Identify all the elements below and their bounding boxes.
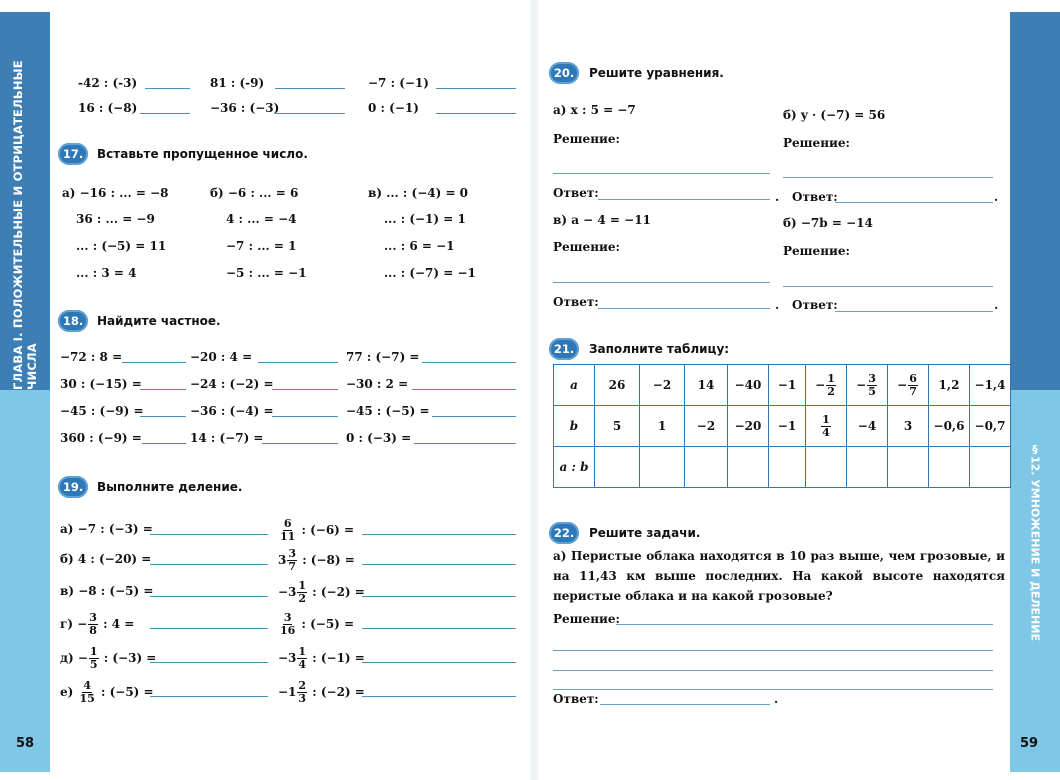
fraction: $\frac{3}{16}$ xyxy=(280,611,296,637)
table-cell: − $\frac{1}{2}$ xyxy=(806,365,847,406)
fraction: $\frac{3}{7}$ xyxy=(288,547,297,573)
table-cell: 26 xyxy=(595,365,640,406)
exercise-17-badge: 17. xyxy=(58,143,88,165)
ex19-left-item: г) − $\frac{3}{8}$ : 4 = xyxy=(60,611,135,637)
table-cell[interactable] xyxy=(769,447,806,488)
ex18-item: −36 : (−4) = xyxy=(190,404,274,418)
ex17-item: 4 : ... = −4 xyxy=(226,212,297,226)
ex17-item: а) −16 : ... = −8 xyxy=(62,186,169,200)
ex17-item: ... : 6 = −1 xyxy=(384,239,455,253)
ex19-left-item: б) 4 : (−20) = xyxy=(60,552,152,566)
ex18-item: 360 : (−9) = xyxy=(60,431,142,445)
exercise-22-badge: 22. xyxy=(549,522,579,544)
top-expr: −7 : (−1) xyxy=(368,76,429,90)
table-cell: −4 xyxy=(847,406,888,447)
ex20-solution-label: Решение: xyxy=(553,132,620,146)
ex19-right-item: $\frac{6}{11}$ : (−6) = xyxy=(280,517,355,543)
table-cell[interactable] xyxy=(847,447,888,488)
ex22-task-text: а) Перистые облака находятся в 10 раз выше, чем грозовые, и на 11,43 км выше последних. На какой высоте находятся перистые облака и на какой грозовые? xyxy=(553,549,1005,603)
ex20-answer-label: Ответ: xyxy=(553,186,599,200)
top-expr: 0 : (−1) xyxy=(368,101,419,115)
table-cell: 3 xyxy=(888,406,929,447)
table-cell: −0,6 xyxy=(929,406,970,447)
ex20-equation-c: в) a − 4 = −11 xyxy=(553,213,651,227)
fraction: $\frac{1}{5}$ xyxy=(89,645,98,671)
exercise-20-badge: 20. xyxy=(549,62,579,84)
fraction: $\frac{2}{3}$ xyxy=(298,679,307,705)
ex20-equation-a: а) x : 5 = −7 xyxy=(553,103,636,117)
ex17-item: −7 : ... = 1 xyxy=(226,239,297,253)
table-cell: −2 xyxy=(685,406,728,447)
ex19-right-item: −3 $\frac{1}{2}$ : (−2) = xyxy=(278,579,365,605)
fraction: $\frac{3}{5}$ xyxy=(868,371,876,398)
ex22-answer-label: Ответ: xyxy=(553,692,599,706)
fraction: $\frac{1}{4}$ xyxy=(822,412,830,439)
fraction: $\frac{3}{8}$ xyxy=(89,611,97,637)
ex19-right-item: −1 $\frac{2}{3}$ : (−2) = xyxy=(278,679,365,705)
chapter-title: ГЛАВА I. ПОЛОЖИТЕЛЬНЫЕ И ОТРИЦАТЕЛЬНЫЕ ЧИСЛА xyxy=(11,60,39,390)
ex19-left-item: в) −8 : (−5) = xyxy=(60,584,154,598)
ex19-left-item: а) −7 : (−3) = xyxy=(60,522,153,536)
exercise-21-badge: 21. xyxy=(549,338,579,360)
right-section-band xyxy=(1010,12,1060,772)
table-cell: −40 xyxy=(728,365,769,406)
top-expr: −36 : (−3) xyxy=(210,101,280,115)
ex18-item: 77 : (−7) = xyxy=(346,350,420,364)
ex17-item: ... : (−1) = 1 xyxy=(384,212,466,226)
exercise-20-title: Решите уравнения. xyxy=(589,66,724,80)
exercise-17-title: Вставьте пропущенное число. xyxy=(97,147,308,161)
ex18-item: 14 : (−7) = xyxy=(190,431,264,445)
ex19-right-item: 3 $\frac{3}{7}$ : (−8) = xyxy=(278,547,355,573)
fraction: $\frac{6}{11}$ xyxy=(280,517,296,543)
fraction: $\frac{1}{4}$ xyxy=(298,645,307,671)
table-cell[interactable] xyxy=(929,447,970,488)
exercise-18-title: Найдите частное. xyxy=(97,314,221,328)
ex20-equation-b: б) y · (−7) = 56 xyxy=(783,108,886,122)
exercise-19-badge: 19. xyxy=(58,476,88,498)
table-cell: − $\frac{3}{5}$ xyxy=(847,365,888,406)
table-cell: − $\frac{6}{7}$ xyxy=(888,365,929,406)
table-cell[interactable] xyxy=(640,447,685,488)
ex19-right-item: $\frac{3}{16}$ : (−5) = xyxy=(280,611,355,637)
table-cell xyxy=(806,406,847,447)
ex18-item: −45 : (−9) = xyxy=(60,404,144,418)
table-cell: −0,7 xyxy=(970,406,1011,447)
exercise-19-title: Выполните деление. xyxy=(97,480,243,494)
ex17-item: ... : 3 = 4 xyxy=(76,266,137,280)
table-cell: −1 xyxy=(769,365,806,406)
top-expr: -42 : (-3) xyxy=(78,76,138,90)
ex20-solution-label: Решение: xyxy=(783,244,850,258)
ex20-equation-d: б) −7b = −14 xyxy=(783,216,873,230)
ex20-answer-label: Ответ: xyxy=(792,190,838,204)
fraction: $\frac{6}{7}$ xyxy=(909,371,917,398)
page-number-left: 58 xyxy=(16,736,35,751)
table-row-label: a : b xyxy=(554,447,595,488)
ex18-item: −20 : 4 = xyxy=(190,350,253,364)
table-cell: 1,2 xyxy=(929,365,970,406)
table-cell[interactable] xyxy=(970,447,1011,488)
table-cell: −2 xyxy=(640,365,685,406)
table-cell[interactable] xyxy=(806,447,847,488)
ex20-answer-label: Ответ: xyxy=(553,295,599,309)
section-title: §12. УМНОЖЕНИЕ И ДЕЛЕНИЕ xyxy=(1028,443,1042,641)
exercise-21-title: Заполните таблицу: xyxy=(589,342,730,356)
table-cell: 1 xyxy=(640,406,685,447)
table-cell: 5 xyxy=(595,406,640,447)
page-number-right: 59 xyxy=(1020,736,1039,751)
top-expr: 81 : (-9) xyxy=(210,76,265,90)
ex19-left-item: е) $\frac{4}{15}$ : (−5) = xyxy=(60,679,154,705)
fraction: $\frac{1}{2}$ xyxy=(298,579,307,605)
ex20-solution-label: Решение: xyxy=(553,240,620,254)
book-spine xyxy=(528,0,540,780)
exercise-18-badge: 18. xyxy=(58,310,88,332)
ex19-left-item: д) − $\frac{1}{5}$ : (−3) = xyxy=(60,645,157,671)
table-row-label: a xyxy=(554,365,595,406)
table-cell[interactable] xyxy=(685,447,728,488)
ex18-item: −45 : (−5) = xyxy=(346,404,430,418)
table-cell: −20 xyxy=(728,406,769,447)
table-cell[interactable] xyxy=(888,447,929,488)
ex20-answer-label: Ответ: xyxy=(792,298,838,312)
ex22-solution-label: Решение: xyxy=(553,612,620,626)
ex18-item: 30 : (−15) = xyxy=(60,377,142,391)
table-row-label: b xyxy=(554,406,595,447)
ex18-item: 0 : (−3) = xyxy=(346,431,412,445)
top-expr: 16 : (−8) xyxy=(78,101,138,115)
ex17-item: в) ... : (−4) = 0 xyxy=(368,186,469,200)
ex17-item: −5 : ... = −1 xyxy=(226,266,307,280)
ex18-item: −24 : (−2) = xyxy=(190,377,274,391)
ex18-item: −72 : 8 = xyxy=(60,350,123,364)
table-cell: −1 xyxy=(769,406,806,447)
ex17-item: ... : (−7) = −1 xyxy=(384,266,476,280)
fraction: $\frac{1}{2}$ xyxy=(827,371,835,398)
ex17-item: 36 : ... = −9 xyxy=(76,212,155,226)
exercise-22-title: Решите задачи. xyxy=(589,526,701,540)
fill-table xyxy=(553,364,1011,488)
table-cell[interactable] xyxy=(595,447,640,488)
fraction: $\frac{4}{15}$ xyxy=(79,679,95,705)
table-cell: −1,4 xyxy=(970,365,1011,406)
table-cell: 14 xyxy=(685,365,728,406)
ex18-item: −30 : 2 = xyxy=(346,377,409,391)
ex20-solution-label: Решение: xyxy=(783,136,850,150)
ex17-item: б) −6 : ... = 6 xyxy=(210,186,299,200)
ex19-right-item: −3 $\frac{1}{4}$ : (−1) = xyxy=(278,645,365,671)
left-chapter-band xyxy=(0,12,50,772)
ex17-item: ... : (−5) = 11 xyxy=(76,239,167,253)
table-cell[interactable] xyxy=(728,447,769,488)
